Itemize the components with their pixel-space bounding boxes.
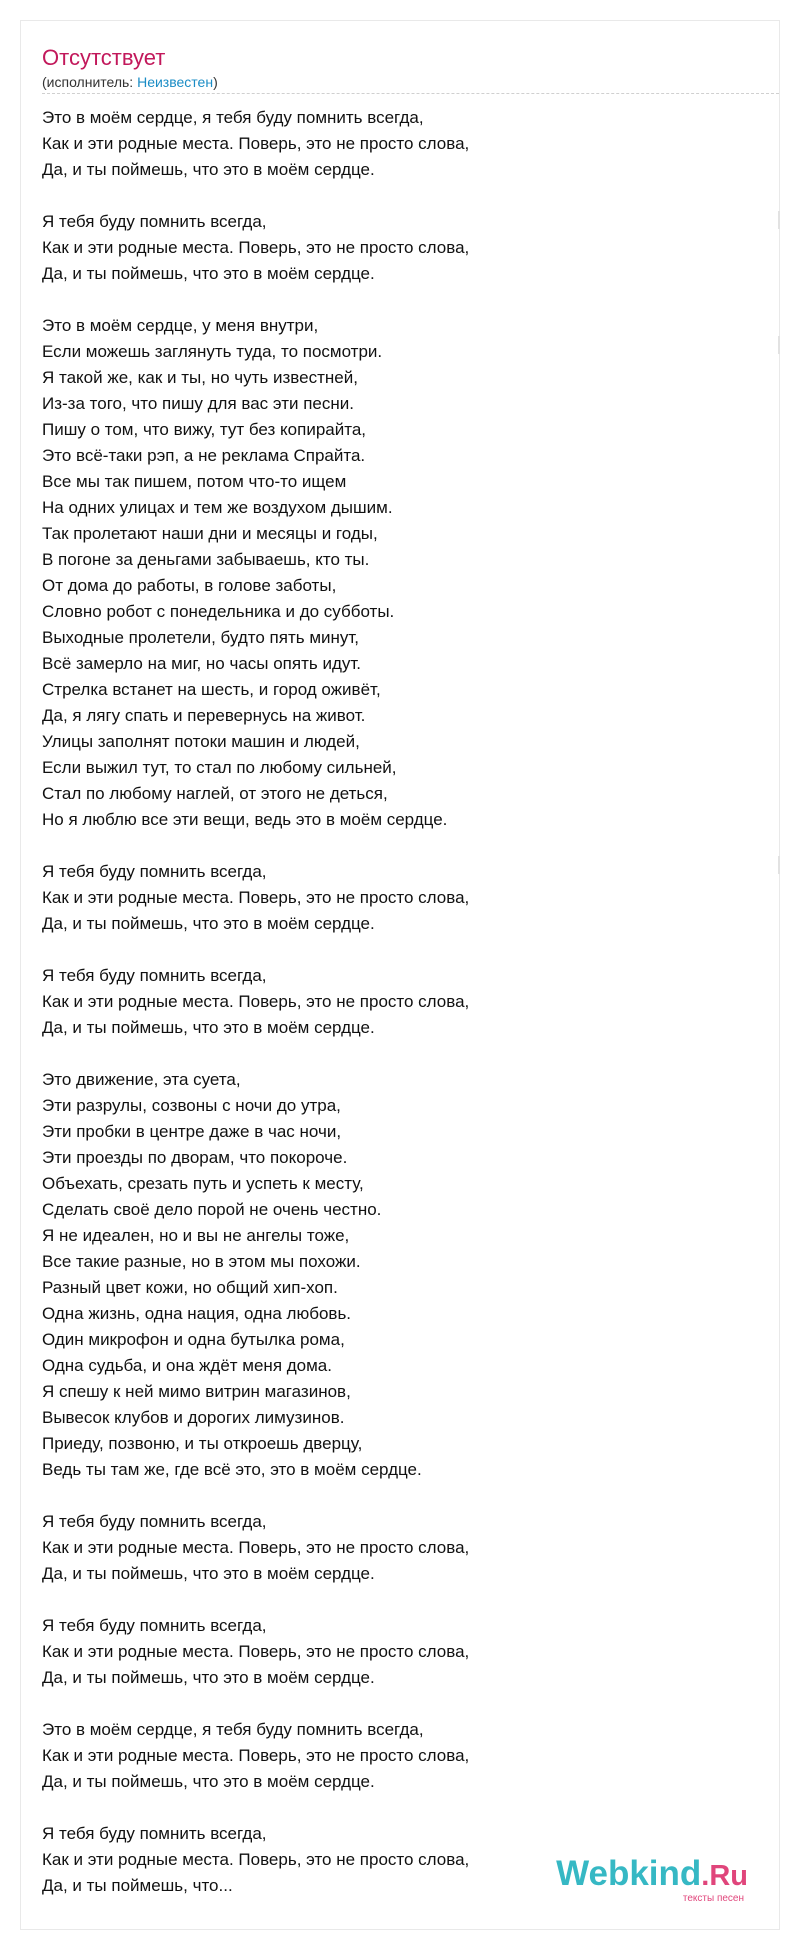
- lyrics-text: Это в моём сердце, я тебя буду помнить всегда, Как и эти родные места. Поверь, это не просто слова, Да, и ты поймешь, что это в моём сердце. Я тебя буду помнить всегда, Как и эти родные места. Поверь, это не просто слова, Да, и ты поймешь, что это в моём сердце. Это в моём сердце, у меня внутри, Если можешь заглянуть туда, то посмотри. Я такой же, как и ты, но чуть известней, Из-за того, что пишу для вас эти песни. Пишу о том, что вижу, тут без копирайта, Это всё-таки рэп, а не реклама Спрайта. Все мы так пишем, потом что-то ищем На одних улицах и тем же воздухом дышим. Так пролетают наши дни и месяцы и годы, В погоне за деньгами забываешь, кто ты. От дома до работы, в голове заботы, Словно робот с понедельника и до субботы. Выходные пролетели, будто пять минут, Всё замерло на миг, но часы опять идут. Стрелка встанет на шесть, и город оживёт, Да, я лягу спать и перевернусь на живот. Улицы заполнят потоки машин и людей, Если выжил тут, то стал по любому сильней, Стал по любому наглей, от этого не деться, Но я люблю все эти вещи, ведь это в моём сердце. Я тебя буду помнить всегда, Как и эти родные места. Поверь, это не просто слова, Да, и ты поймешь, что это в моём сердце. Я тебя буду помнить всегда, Как и эти родные места. Поверь, это не просто слова, Да, и ты поймешь, что это в моём сердце. Это движение, эта суета, Эти разрулы, созвоны с ночи до утра, Эти пробки в центре даже в час ночи, Эти проезды по дворам, что покороче. Объехать, срезать путь и успеть к месту, Сделать своё дело порой не очень честно. Я не идеален, но и вы не ангелы тоже, Все такие разные, но в этом мы похожи. Разный цвет кожи, но общий хип-хоп. Одна жизнь, одна нация, одна любовь. Один микрофон и одна бутылка рома, Одна судьба, и она ждёт меня дома. Я спешу к ней мимо витрин магазинов, Вывесок клубов и дорогих лимузинов. Приеду, позвоню, и ты откроешь дверцу, Ведь ты там же, где всё это, это в моём сердце. Я тебя буду помнить всегда, Как и эти родные места. Поверь, это не просто слова, Да, и ты поймешь, что это в моём сердце. Я тебя буду помнить всегда, Как и эти родные места. Поверь, это не просто слова, Да, и ты поймешь, что это в моём сердце. Это в моём сердце, я тебя буду помнить всегда, Как и эти родные места. Поверь, это не просто слова, Да, и ты поймешь, что это в моём сердце. Я тебя буду помнить всегда, Как и эти родные места. Поверь, это не просто слова, Да, и ты поймешь, что...: [42, 108, 470, 1895]
- scroll-marker: [778, 856, 780, 874]
- logo-domain-text: .Ru: [701, 1860, 748, 1892]
- artist-prefix: (исполнитель:: [42, 74, 138, 90]
- artist-link[interactable]: Неизвестен: [137, 74, 214, 90]
- site-logo[interactable]: [556, 1856, 748, 1904]
- logo-wordmark: [556, 1856, 748, 1894]
- lyrics-card: [20, 20, 780, 1930]
- song-title: Отсутствует: [42, 45, 166, 70]
- header-divider: [42, 93, 779, 94]
- logo-main-text: Webkind: [556, 1854, 702, 1893]
- artist-line: [42, 74, 218, 90]
- scroll-marker: [778, 211, 780, 229]
- logo-tagline: тексты песен: [682, 1893, 744, 1904]
- scroll-marker: [778, 336, 780, 354]
- artist-suffix: ): [213, 74, 218, 90]
